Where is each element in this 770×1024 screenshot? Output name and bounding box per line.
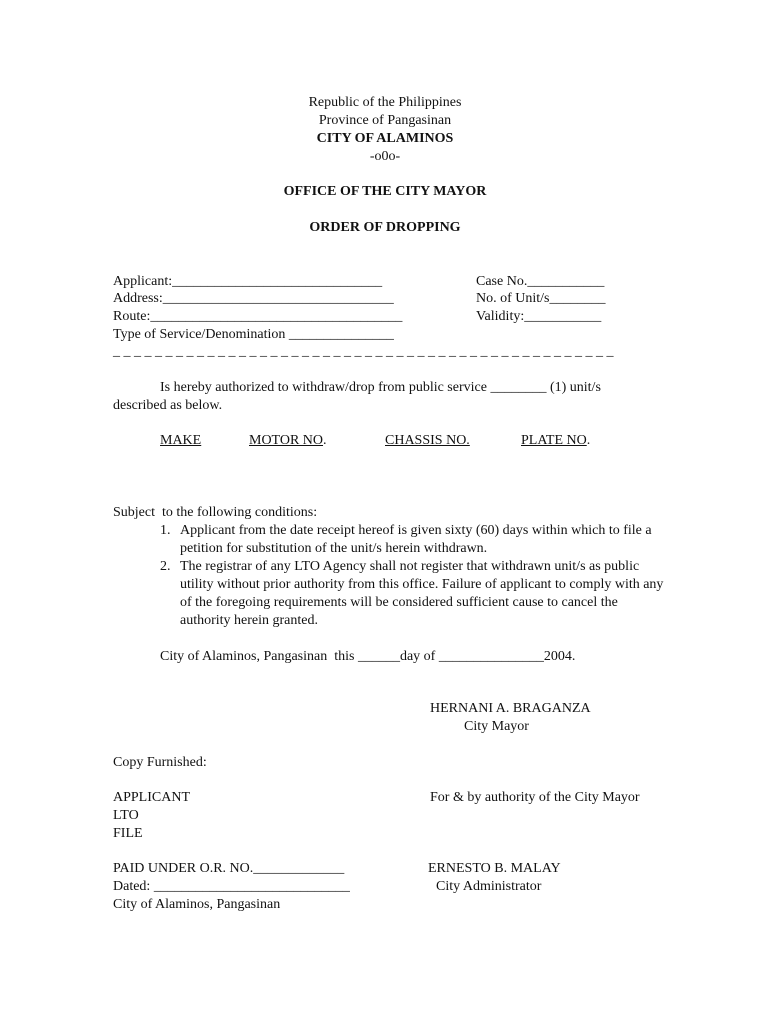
header-republic: Republic of the Philippines [308, 95, 462, 110]
dateline: City of Alaminos, Pangasinan this ______day of _______________2004. [160, 649, 576, 664]
validity-field: Validity:___________ [476, 309, 602, 324]
applicant-field: Applicant:______________________________ [113, 274, 383, 289]
or-number-field: PAID UNDER O.R. NO._____________ [113, 861, 345, 876]
dashed-separator: _ _ _ _ _ _ _ _ _ _ _ _ _ _ _ _ _ _ _ _ _ _ _ _ _ _ _ _ _ _ _ _ _ _ _ _ _ _ _ _ _ _ _ _ _ _ _ _ [113, 344, 614, 359]
condition-number: 2. [160, 559, 171, 574]
column-make-label: MAKE [160, 433, 202, 448]
header-ornament: -o0o- [369, 149, 401, 164]
mayor-title: City Mayor [464, 719, 529, 734]
column-chassis-label: CHASSIS NO. [385, 433, 470, 448]
recipient-applicant: APPLICANT [113, 790, 191, 805]
column-plate-label: PLATE NO [521, 433, 587, 448]
header-city: CITY OF ALAMINOS [316, 131, 454, 146]
address-field: Address:_________________________________ [113, 291, 394, 306]
route-field: Route:____________________________________ [113, 309, 403, 324]
document-title: ORDER OF DROPPING [309, 220, 461, 235]
column-chassis-no [385, 432, 470, 450]
payment-place: City of Alaminos, Pangasinan [113, 897, 281, 912]
column-make [160, 432, 201, 450]
authority-note: For & by authority of the City Mayor [430, 790, 640, 805]
office-title: OFFICE OF THE CITY MAYOR [283, 184, 487, 199]
condition-text: Applicant from the date receipt hereof is given sixty (60) days within which to file a petition for substitution of the unit/s herein withdrawn. [180, 523, 652, 556]
administrator-title: City Administrator [436, 879, 542, 894]
dated-field: Dated: ____________________________ [113, 879, 350, 894]
case-no-field: Case No.___________ [476, 274, 605, 289]
condition-text: The registrar of any LTO Agency shall not register that withdrawn unit/s as public utility without prior authority from this office. Failure of applicant to comply with any of the foregoing requirements will be considered sufficient cause to cancel the authority herein granted. [180, 559, 664, 628]
administrator-name: ERNESTO B. MALAY [428, 861, 561, 876]
authorization-line-2: described as below. [113, 398, 223, 413]
header-province: Province of Pangasinan [318, 113, 452, 128]
column-motor-period: . [323, 433, 327, 448]
authorization-line-1: Is hereby authorized to withdraw/drop from public service ________ (1) unit/s [160, 380, 601, 395]
conditions-heading: Subject to the following conditions: [113, 505, 318, 520]
service-field: Type of Service/Denomination _______________ [113, 327, 394, 342]
recipient-file: FILE [113, 826, 143, 841]
condition-number: 1. [160, 523, 171, 538]
copy-furnished-heading: Copy Furnished: [113, 755, 207, 770]
mayor-name: HERNANI A. BRAGANZA [430, 701, 591, 716]
column-plate-period: . [586, 433, 591, 448]
units-field: No. of Unit/s________ [476, 291, 606, 306]
column-plate-no [521, 432, 590, 450]
column-motor-no [249, 432, 327, 450]
column-motor-label: MOTOR NO [249, 433, 324, 448]
recipient-lto: LTO [113, 808, 139, 823]
